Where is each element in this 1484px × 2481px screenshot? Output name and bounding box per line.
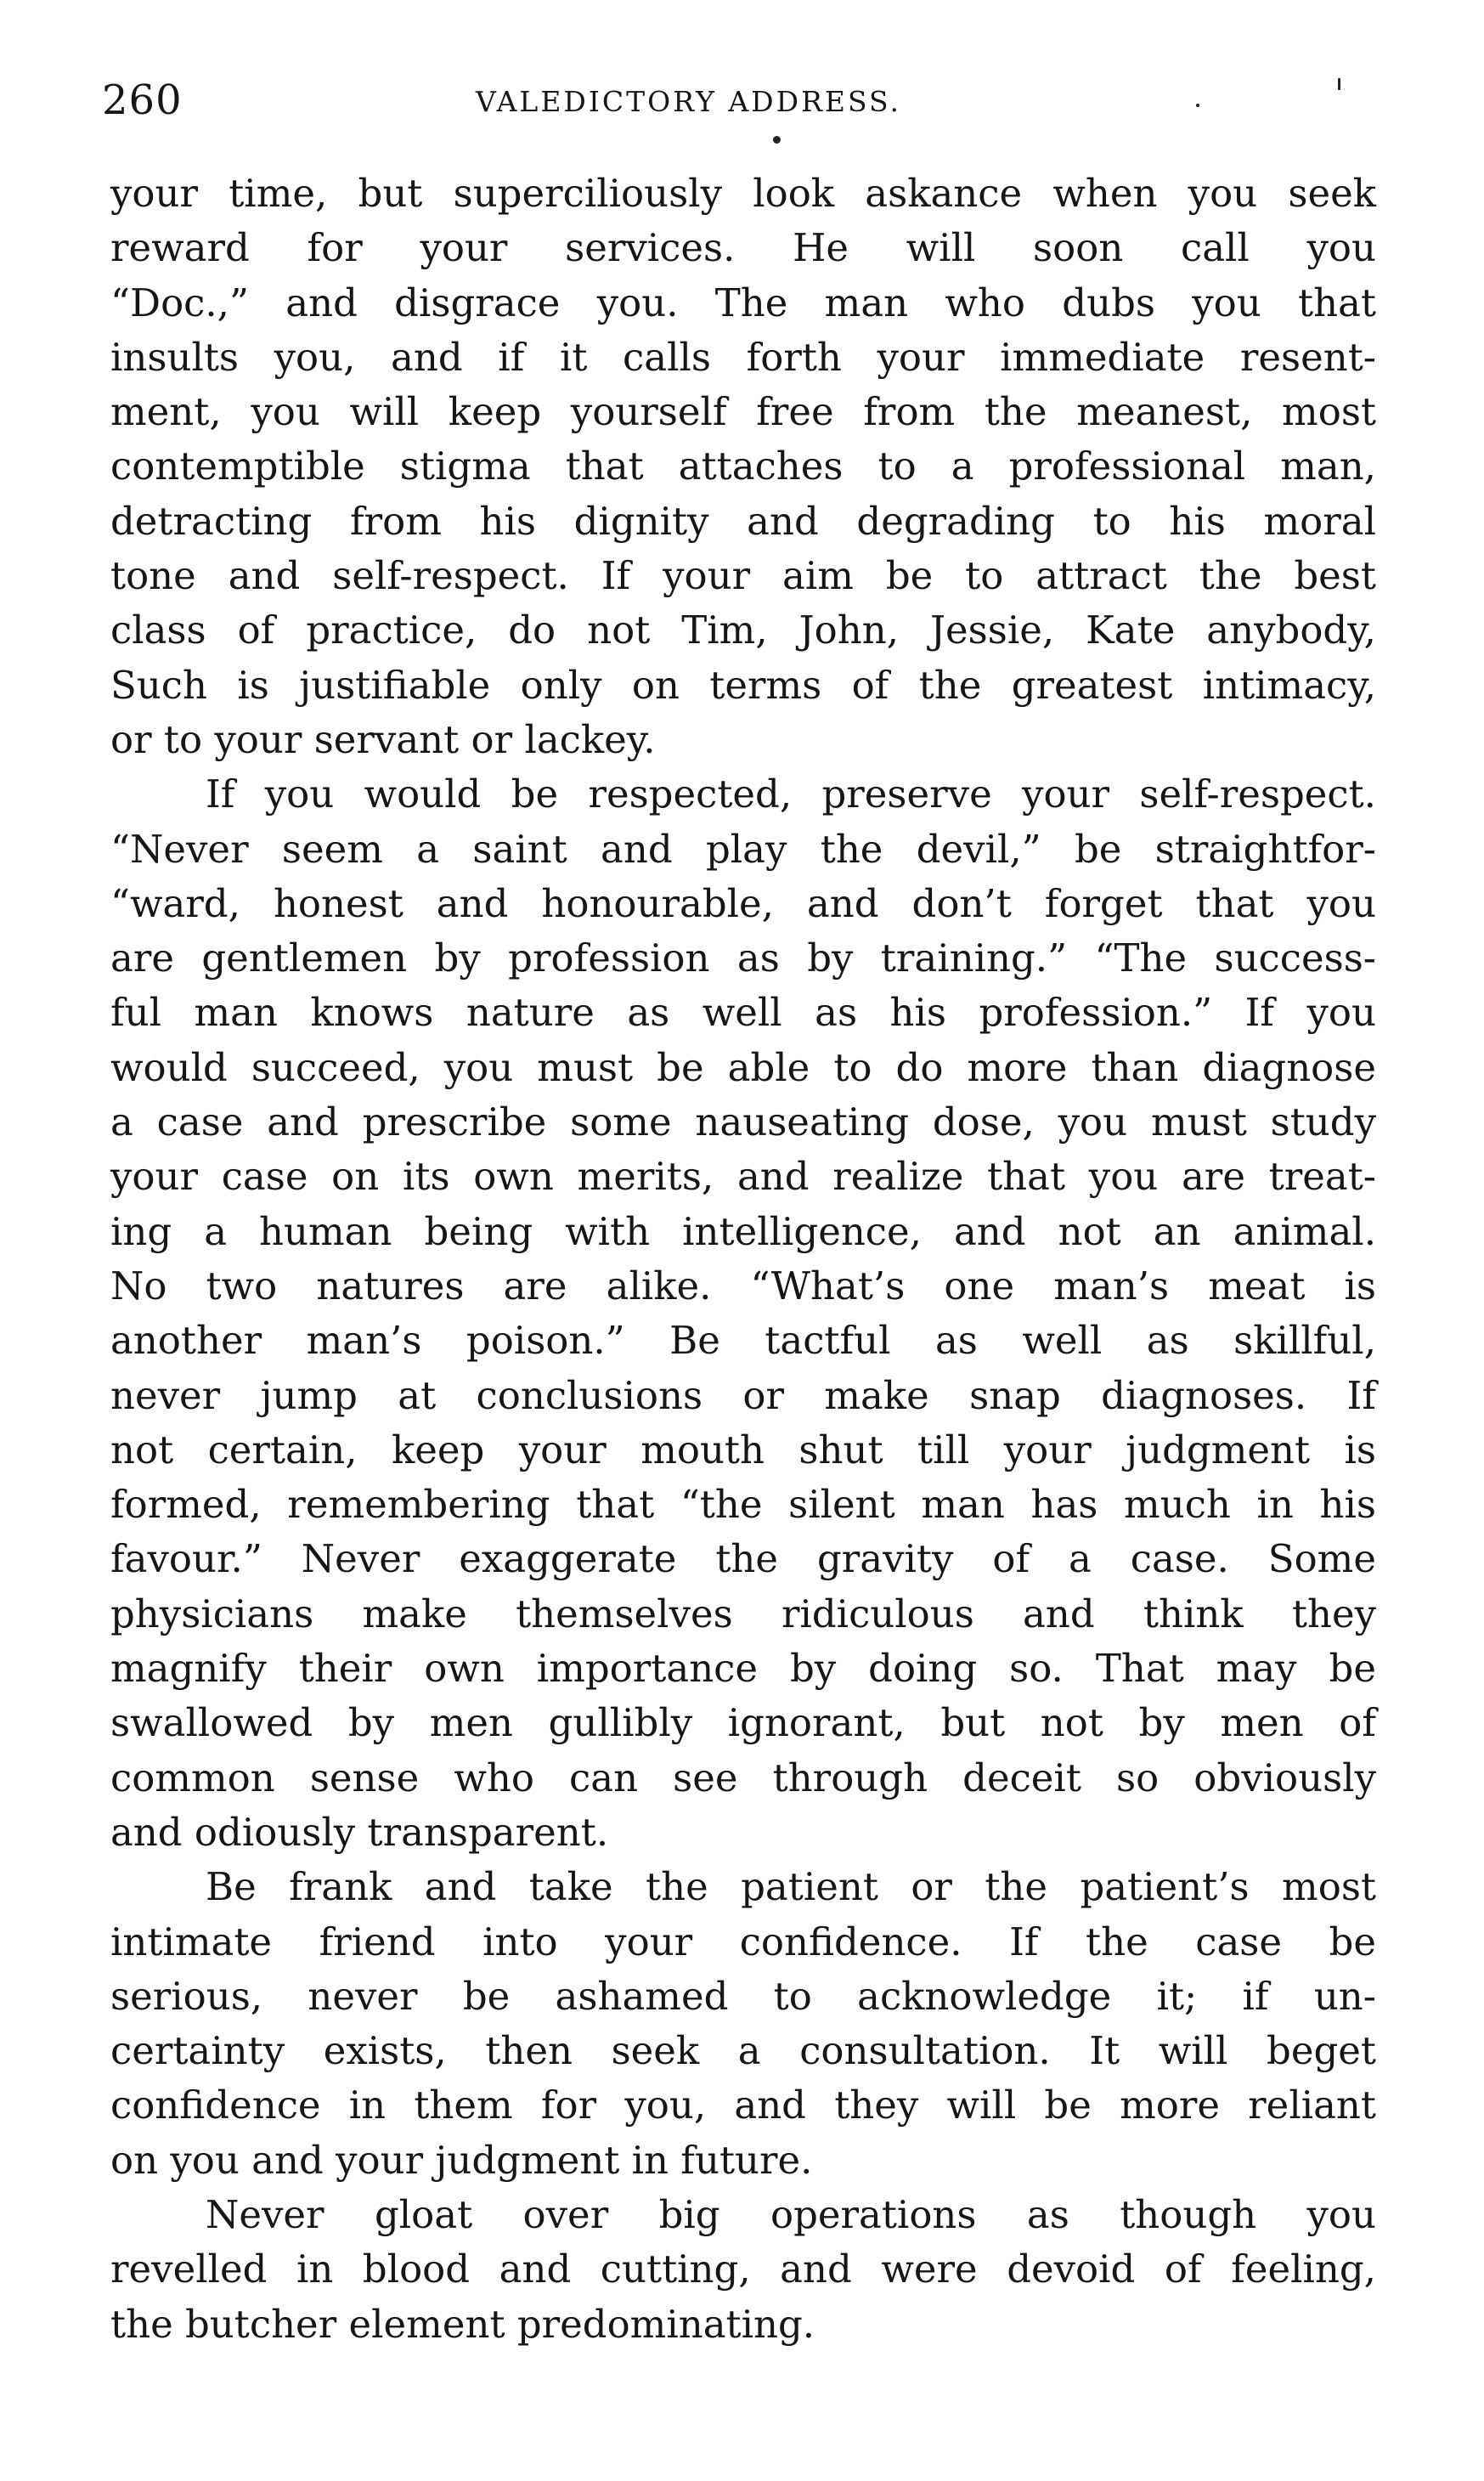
text-line: serious, never be ashamed to acknowledge it; if un-: [110, 1973, 1376, 2019]
text-line: “Never seem a saint and play the devil,” be straightfor-: [110, 826, 1376, 872]
text-line: certainty exists, then seek a consultation. It will beget: [110, 2028, 1376, 2074]
text-line: never jump at conclusions or make snap diagnoses. If: [110, 1372, 1376, 1418]
text-line: common sense who can see through deceit so obviously: [110, 1755, 1376, 1800]
body-text: [110, 167, 1376, 2352]
text-line: detracting from his dignity and degrading to his moral: [110, 498, 1376, 544]
page-number: 260: [102, 76, 183, 124]
text-line: If you would be respected, preserve your self-respect.: [206, 771, 1376, 817]
text-line: No two natures are alike. “What’s one man’s meat is: [110, 1263, 1376, 1308]
text-line: not certain, keep your mouth shut till your judgment is: [110, 1427, 1376, 1472]
text-line: tone and self-respect. If your aim be to attract the best: [110, 553, 1376, 599]
text-line: Never gloat over big operations as though you: [206, 2191, 1376, 2237]
text-line: would succeed, you must be able to do more than diagnose: [110, 1044, 1376, 1090]
text-line: swallowed by men gullibly ignorant, but not by men of: [110, 1700, 1376, 1746]
text-line: magnify their own importance by doing so. That may be: [110, 1646, 1376, 1692]
text-line: revelled in blood and cutting, and were devoid of feeling,: [110, 2246, 1376, 2292]
ink-speck: [773, 136, 781, 144]
text-line: your case on its own merits, and realize that you are treat-: [110, 1154, 1376, 1200]
text-line: and odiously transparent.: [110, 1809, 609, 1855]
text-line: physicians make themselves ridiculous and think they: [110, 1591, 1376, 1636]
text-line: the butcher element predominating.: [110, 2301, 815, 2347]
text-line: reward for your services. He will soon call you: [110, 225, 1376, 271]
text-line: ing a human being with intelligence, and not an animal.: [110, 1208, 1376, 1254]
text-line: Be frank and take the patient or the patient’s most: [206, 1864, 1376, 1910]
text-line: favour.” Never exaggerate the gravity of a case. Some: [110, 1536, 1376, 1582]
text-line: “ward, honest and honourable, and don’t forget that you: [110, 880, 1376, 926]
text-line: are gentlemen by profession as by training.” “The success-: [110, 935, 1376, 981]
text-line: another man’s poison.” Be tactful as well as skillful,: [110, 1318, 1376, 1364]
text-line: a case and prescribe some nauseating dose, you must study: [110, 1099, 1376, 1145]
text-line: your time, but superciliously look askance when you seek: [110, 171, 1376, 216]
text-line: ment, you will keep yourself free from the meanest, most: [110, 389, 1376, 435]
ink-speck: [1196, 104, 1199, 107]
text-line: on you and your judgment in future.: [110, 2137, 813, 2183]
running-title: VALEDICTORY ADDRESS.: [476, 85, 901, 118]
text-line: class of practice, do not Tim, John, Jessie, Kate anybody,: [110, 608, 1376, 653]
text-line: Such is justifiable only on terms of the greatest intimacy,: [110, 662, 1376, 708]
text-line: or to your servant or lackey.: [110, 716, 656, 762]
ink-speck: [1338, 78, 1340, 90]
text-line: insults you, and if it calls forth your immediate resent-: [110, 334, 1376, 380]
running-head: [102, 75, 1385, 126]
text-line: intimate friend into your confidence. If the case be: [110, 1919, 1376, 1964]
text-line: confidence in them for you, and they will be more reliant: [110, 2083, 1376, 2128]
text-line: “Doc.,” and disgrace you. The man who dubs you that: [110, 280, 1376, 325]
text-line: ful man knows nature as well as his profession.” If you: [110, 990, 1376, 1036]
text-line: formed, remembering that “the silent man has much in his: [110, 1482, 1376, 1528]
text-line: contemptible stigma that attaches to a professional man,: [110, 444, 1376, 489]
